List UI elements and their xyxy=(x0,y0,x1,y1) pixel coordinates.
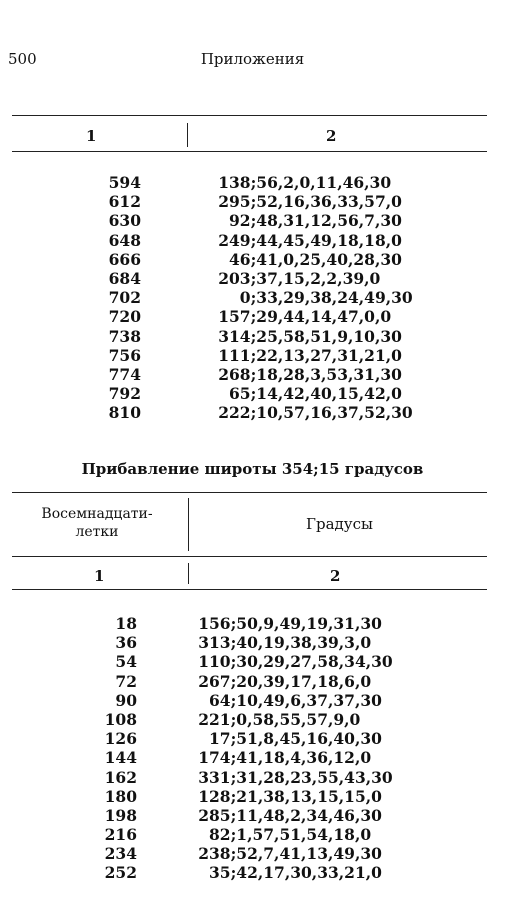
row-number: 738 xyxy=(108,326,141,346)
section-title: Прибавление широты 354;15 градусов xyxy=(81,460,424,478)
row-number: 666 xyxy=(108,249,141,269)
row-value: 313;40,19,38,39,3,0 xyxy=(198,633,372,653)
row-value: 221;0,58,55,57,9,0 xyxy=(198,709,361,729)
row-number: 792 xyxy=(108,384,141,404)
table2-header-left: Восемнадцати- летки xyxy=(41,506,153,540)
row-number: 216 xyxy=(104,825,137,845)
running-head: Приложения xyxy=(200,50,305,68)
row-value: 238;52,7,41,13,49,30 xyxy=(198,844,382,864)
table1-top-rule xyxy=(12,115,487,116)
table2-right-column xyxy=(195,614,480,883)
row-number: 144 xyxy=(104,748,137,768)
table1-header-rule xyxy=(12,151,487,152)
row-value: 268;18,28,3,53,31,30 xyxy=(218,364,402,384)
row-value: 285;11,48,2,34,46,30 xyxy=(198,805,382,825)
row-number: 162 xyxy=(104,767,137,787)
row-number: 252 xyxy=(104,863,137,883)
row-number: 234 xyxy=(104,844,137,864)
row-number: 180 xyxy=(104,786,137,806)
row-value: 46;41,0,25,40,28,30 xyxy=(229,249,402,269)
row-number: 90 xyxy=(115,690,137,710)
row-value: 82;1,57,51,54,18,0 xyxy=(209,825,372,845)
row-number: 198 xyxy=(104,805,137,825)
row-value: 249;44,45,49,18,18,0 xyxy=(218,230,402,250)
table1-col1-number: 1 xyxy=(86,127,97,145)
row-number: 612 xyxy=(108,192,141,212)
page-number: 500 xyxy=(8,50,37,68)
table1-col2-number: 2 xyxy=(326,127,337,145)
row-number: 594 xyxy=(108,173,141,192)
table2-col1-number: 1 xyxy=(94,567,105,585)
row-value: 92;48,31,12,56,7,30 xyxy=(229,211,402,231)
row-value: 138;56,2,0,11,46,30 xyxy=(218,173,392,192)
table2-header-divider xyxy=(188,498,189,551)
row-number: 648 xyxy=(108,230,141,250)
row-number: 756 xyxy=(108,345,141,365)
row-value: 267;20,39,17,18,6,0 xyxy=(198,671,372,691)
row-number: 54 xyxy=(115,652,137,672)
row-value: 17;51,8,45,16,40,30 xyxy=(209,729,382,749)
row-value: 222;10,57,16,37,52,30 xyxy=(218,403,413,423)
row-number: 684 xyxy=(108,268,141,288)
row-value: 314;25,58,51,9,10,30 xyxy=(218,326,402,346)
row-number: 72 xyxy=(115,671,137,691)
table2-top-rule xyxy=(12,492,487,493)
row-value: 64;10,49,6,37,37,30 xyxy=(209,690,382,710)
row-number: 126 xyxy=(104,729,137,749)
row-value: 174;41,18,4,36,12,0 xyxy=(198,748,372,768)
row-number: 108 xyxy=(104,709,137,729)
row-number: 810 xyxy=(108,403,141,423)
row-value: 110;30,29,27,58,34,30 xyxy=(198,652,393,672)
table1-left-column xyxy=(70,173,141,422)
table2-header-right: Градусы xyxy=(306,515,373,533)
row-value: 111;22,13,27,31,21,0 xyxy=(218,345,402,365)
row-number: 720 xyxy=(108,307,141,327)
row-value: 156;50,9,49,19,31,30 xyxy=(198,614,382,633)
row-value: 128;21,38,13,15,15,0 xyxy=(198,786,382,806)
row-value: 203;37,15,2,2,39,0 xyxy=(218,268,381,288)
row-number: 36 xyxy=(115,633,137,653)
row-number: 774 xyxy=(108,364,141,384)
table2-subheader-rule xyxy=(12,589,487,590)
row-value: 157;29,44,14,47,0,0 xyxy=(218,307,392,327)
row-value: 295;52,16,36,33,57,0 xyxy=(218,192,402,212)
row-value: 331;31,28,23,55,43,30 xyxy=(198,767,393,787)
row-value: 0;33,29,38,24,49,30 xyxy=(239,288,413,308)
row-value: 35;42,17,30,33,21,0 xyxy=(209,863,382,883)
table2-column-divider xyxy=(188,563,189,584)
table2-col2-number: 2 xyxy=(330,567,341,585)
table2-header-rule xyxy=(12,556,487,557)
table1-right-column xyxy=(215,173,475,422)
table1-column-divider xyxy=(187,123,188,147)
row-number: 702 xyxy=(108,288,141,308)
row-number: 630 xyxy=(108,211,141,231)
row-number: 18 xyxy=(115,614,137,633)
table2-left-column xyxy=(60,614,137,883)
row-value: 65;14,42,40,15,42,0 xyxy=(229,384,402,404)
